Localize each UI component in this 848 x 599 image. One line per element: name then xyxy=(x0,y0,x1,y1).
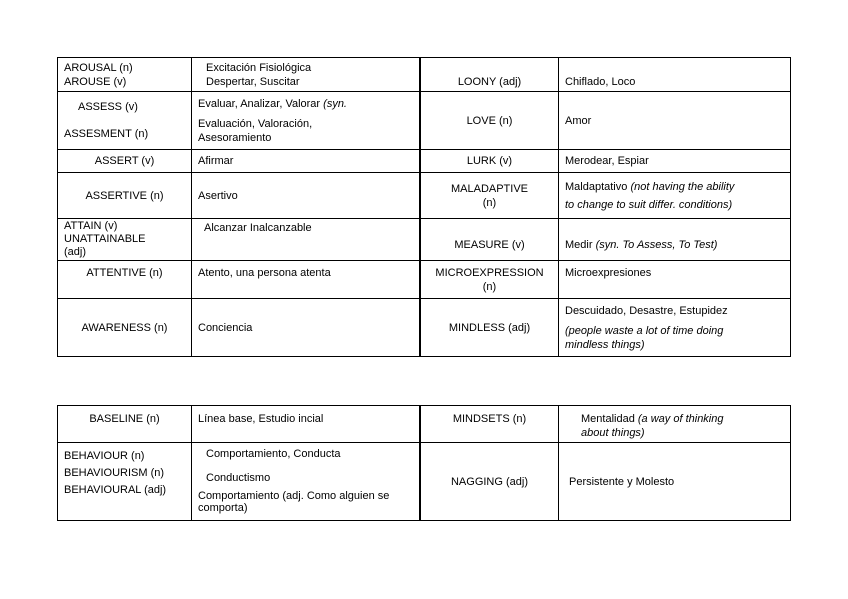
definition: Asesoramiento xyxy=(198,131,272,144)
term: LURK (v) xyxy=(466,155,513,167)
definition-cell xyxy=(559,173,791,219)
definition-cell xyxy=(559,92,791,150)
definition: Mentalidad xyxy=(581,413,635,425)
definition: Excitación Fisiológica xyxy=(206,61,312,74)
definition-cell xyxy=(192,406,421,443)
definition: Conductismo xyxy=(206,472,271,484)
definition: Asertivo xyxy=(198,189,238,202)
term-cell xyxy=(58,173,192,219)
definition: Merodear, Espiar xyxy=(565,155,649,167)
term: BEHAVIOUR (n) xyxy=(64,450,145,462)
definition-cell xyxy=(192,150,421,173)
term: (n) xyxy=(482,196,497,209)
definition: Despertar, Suscitar xyxy=(206,75,300,88)
definition-cell xyxy=(559,58,791,92)
definition-cell xyxy=(559,261,791,299)
term-cell xyxy=(58,406,192,443)
definition-cell xyxy=(192,219,421,261)
term: NAGGING (adj) xyxy=(450,475,528,488)
term: ASSESS (v) xyxy=(78,101,138,114)
vocabulary-table-2 xyxy=(57,405,791,521)
definition-cell xyxy=(559,150,791,173)
term: BEHAVIOURISM (n) xyxy=(64,467,165,479)
definition-note: about things) xyxy=(581,427,645,439)
definition: Microexpresiones xyxy=(565,267,652,279)
term: UNATTAINABLE xyxy=(64,233,146,245)
term: BEHAVIOURAL (adj) xyxy=(64,484,167,496)
definition-note: (people waste a lot of time doing xyxy=(565,324,724,337)
definition-cell xyxy=(192,92,421,150)
term: AROUSAL (n) xyxy=(64,61,133,74)
term: ASSESMENT (n) xyxy=(64,127,149,140)
definition-cell xyxy=(192,173,421,219)
definition-note: (syn. xyxy=(323,97,347,110)
term-cell xyxy=(421,261,559,299)
term: MEASURE (v) xyxy=(454,239,525,251)
term: MALADAPTIVE xyxy=(450,182,529,195)
term-cell xyxy=(421,58,559,92)
definition: Amor xyxy=(565,114,592,127)
definition-cell xyxy=(559,443,791,521)
term: BASELINE (n) xyxy=(89,413,160,425)
definition: Medir xyxy=(565,239,593,251)
term: ATTENTIVE (n) xyxy=(86,267,163,279)
term: ASSERT (v) xyxy=(94,155,155,167)
term: MINDSETS (n) xyxy=(452,413,527,425)
definition: Comportamiento, Conducta xyxy=(206,448,341,460)
definition-cell xyxy=(559,219,791,261)
term-cell xyxy=(58,261,192,299)
vocabulary-table-1 xyxy=(57,57,791,357)
term: MINDLESS (adj) xyxy=(448,321,531,334)
term-cell xyxy=(58,443,192,521)
term: AWARENESS (n) xyxy=(81,321,168,334)
definition: Descuidado, Desastre, Estupidez xyxy=(565,304,728,317)
term: MICROEXPRESSION xyxy=(435,266,544,279)
definition: Línea base, Estudio incial xyxy=(198,413,324,425)
term-cell xyxy=(421,92,559,150)
definition: comporta) xyxy=(198,502,248,514)
definition: Chiflado, Loco xyxy=(565,76,636,88)
term-cell xyxy=(58,92,192,150)
term: (n) xyxy=(482,280,497,293)
definition-cell xyxy=(192,443,421,521)
definition-note: mindless things) xyxy=(565,338,645,351)
definition-note: (not having the ability xyxy=(630,180,735,193)
definition-cell xyxy=(192,299,421,357)
term: AROUSE (v) xyxy=(64,75,127,88)
term: LOVE (n) xyxy=(466,114,513,127)
term-cell xyxy=(58,299,192,357)
term-cell xyxy=(421,150,559,173)
definition-note: to change to suit differ. conditions) xyxy=(565,198,733,211)
definition-note: (syn. To Assess, To Test) xyxy=(595,239,718,251)
term-cell xyxy=(421,443,559,521)
term-cell xyxy=(58,58,192,92)
definition: Maldaptativo xyxy=(565,180,628,193)
definition-cell xyxy=(559,406,791,443)
definition: Evaluación, Valoración, xyxy=(198,117,313,130)
definition-note: (a way of thinking xyxy=(637,413,724,425)
term-cell xyxy=(58,150,192,173)
term: ASSERTIVE (n) xyxy=(85,189,164,202)
definition-cell xyxy=(192,58,421,92)
definition: Persistente y Molesto xyxy=(569,475,675,488)
definition: Afirmar xyxy=(198,155,234,167)
definition: Evaluar, Analizar, Valorar xyxy=(198,97,321,110)
definition-cell xyxy=(192,261,421,299)
definition: Alcanzar Inalcanzable xyxy=(204,222,312,234)
term-cell xyxy=(421,219,559,261)
term: ATTAIN (v) xyxy=(64,220,118,232)
term-cell xyxy=(421,173,559,219)
definition: Comportamiento (adj. Como alguien se xyxy=(198,490,390,502)
term-cell xyxy=(421,406,559,443)
term-cell xyxy=(421,299,559,357)
definition-cell xyxy=(559,299,791,357)
term: LOONY (adj) xyxy=(457,76,522,88)
definition: Atento, una persona atenta xyxy=(198,267,331,279)
term-cell xyxy=(58,219,192,261)
term: (adj) xyxy=(64,246,87,258)
definition: Conciencia xyxy=(198,321,253,334)
